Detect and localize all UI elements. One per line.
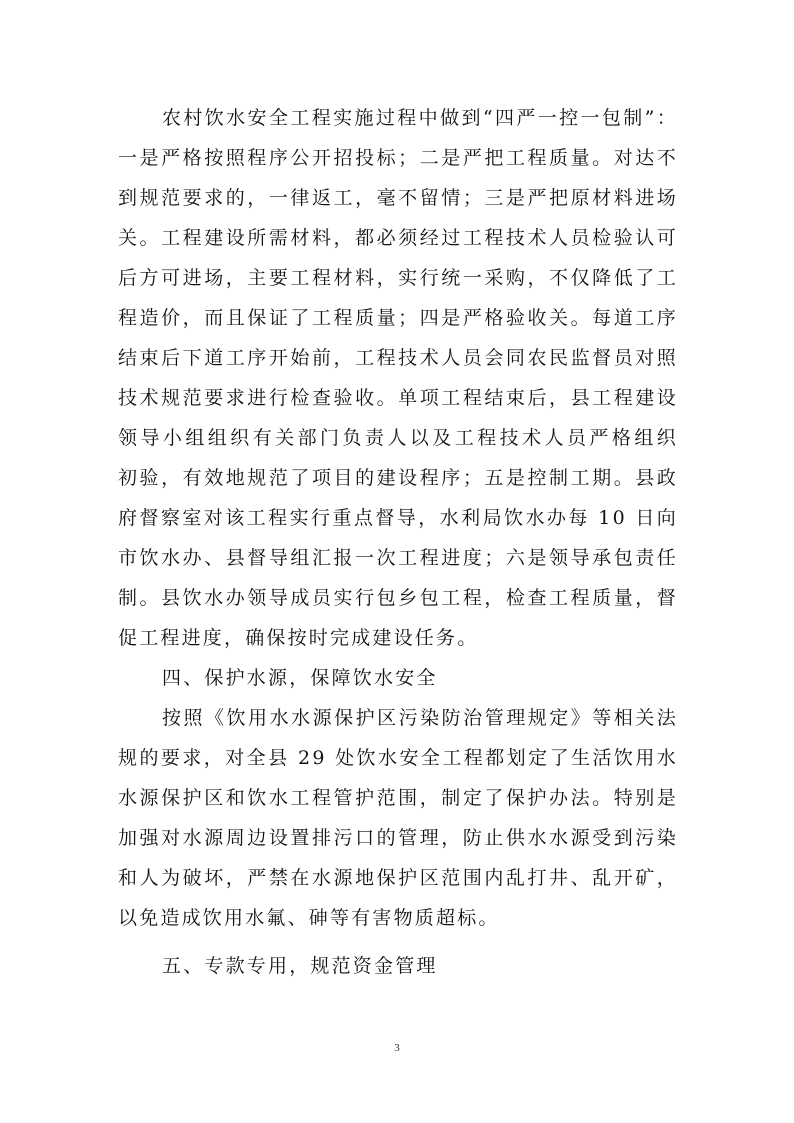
section-heading-5: 五、专款专用，规范资金管理 — [162, 955, 438, 977]
paragraph-line: 领导小组组织有关部门负责人以及工程技术人员严格组织 — [118, 427, 678, 449]
paragraph-line: 水源保护区和饮水工程管护范围，制定了保护办法。特别是 — [118, 787, 678, 809]
paragraph-line: 加强对水源周边设置排污口的管理，防止供水水源受到污染 — [118, 827, 678, 849]
page-number: 3 — [394, 1042, 400, 1054]
paragraph-line: 程造价，而且保证了工程质量；四是严格验收关。每道工序 — [118, 307, 678, 329]
paragraph-line: 技术规范要求进行检查验收。单项工程结束后，县工程建设 — [118, 387, 678, 409]
section-heading-4: 四、保护水源，保障饮水安全 — [162, 667, 438, 689]
paragraph-line: 以免造成饮用水氟、砷等有害物质超标。 — [118, 907, 500, 929]
body-text — [118, 98, 678, 986]
paragraph-line: 市饮水办、县督导组汇报一次工程进度；六是领导承包责任 — [118, 547, 678, 569]
paragraph-line: 到规范要求的，一律返工，毫不留情；三是严把原材料进场 — [118, 187, 678, 209]
paragraph-line: 按照《饮用水水源保护区污染防治管理规定》等相关法 — [162, 707, 678, 729]
paragraph-line: 制。县饮水办领导成员实行包乡包工程，检查工程质量，督 — [118, 587, 678, 609]
spacer — [118, 938, 678, 946]
paragraph-line: 一是严格按照程序公开招投标；二是严把工程质量。对达不 — [118, 147, 678, 169]
paragraph-line: 农村饮水安全工程实施过程中做到“四严一控一包制”： — [162, 107, 678, 129]
paragraph-line: 初验，有效地规范了项目的建设程序；五是控制工期。县政 — [118, 467, 678, 489]
paragraph-line: 府督察室对该工程实行重点督导，水利局饮水办每 10 日向 — [118, 507, 678, 529]
paragraph-line: 和人为破坏，严禁在水源地保护区范围内乱打井、乱开矿， — [118, 867, 678, 889]
paragraph-line: 促工程进度，确保按时完成建设任务。 — [118, 627, 479, 649]
paragraph-line: 结束后下道工序开始前，工程技术人员会同农民监督员对照 — [118, 347, 678, 369]
paragraph-line: 规的要求，对全县 29 处饮水安全工程都划定了生活饮用水 — [118, 747, 678, 769]
paragraph-line: 关。工程建设所需材料，都必须经过工程技术人员检验认可 — [118, 227, 678, 249]
paragraph-line: 后方可进场，主要工程材料，实行统一采购，不仅降低了工 — [118, 267, 678, 289]
